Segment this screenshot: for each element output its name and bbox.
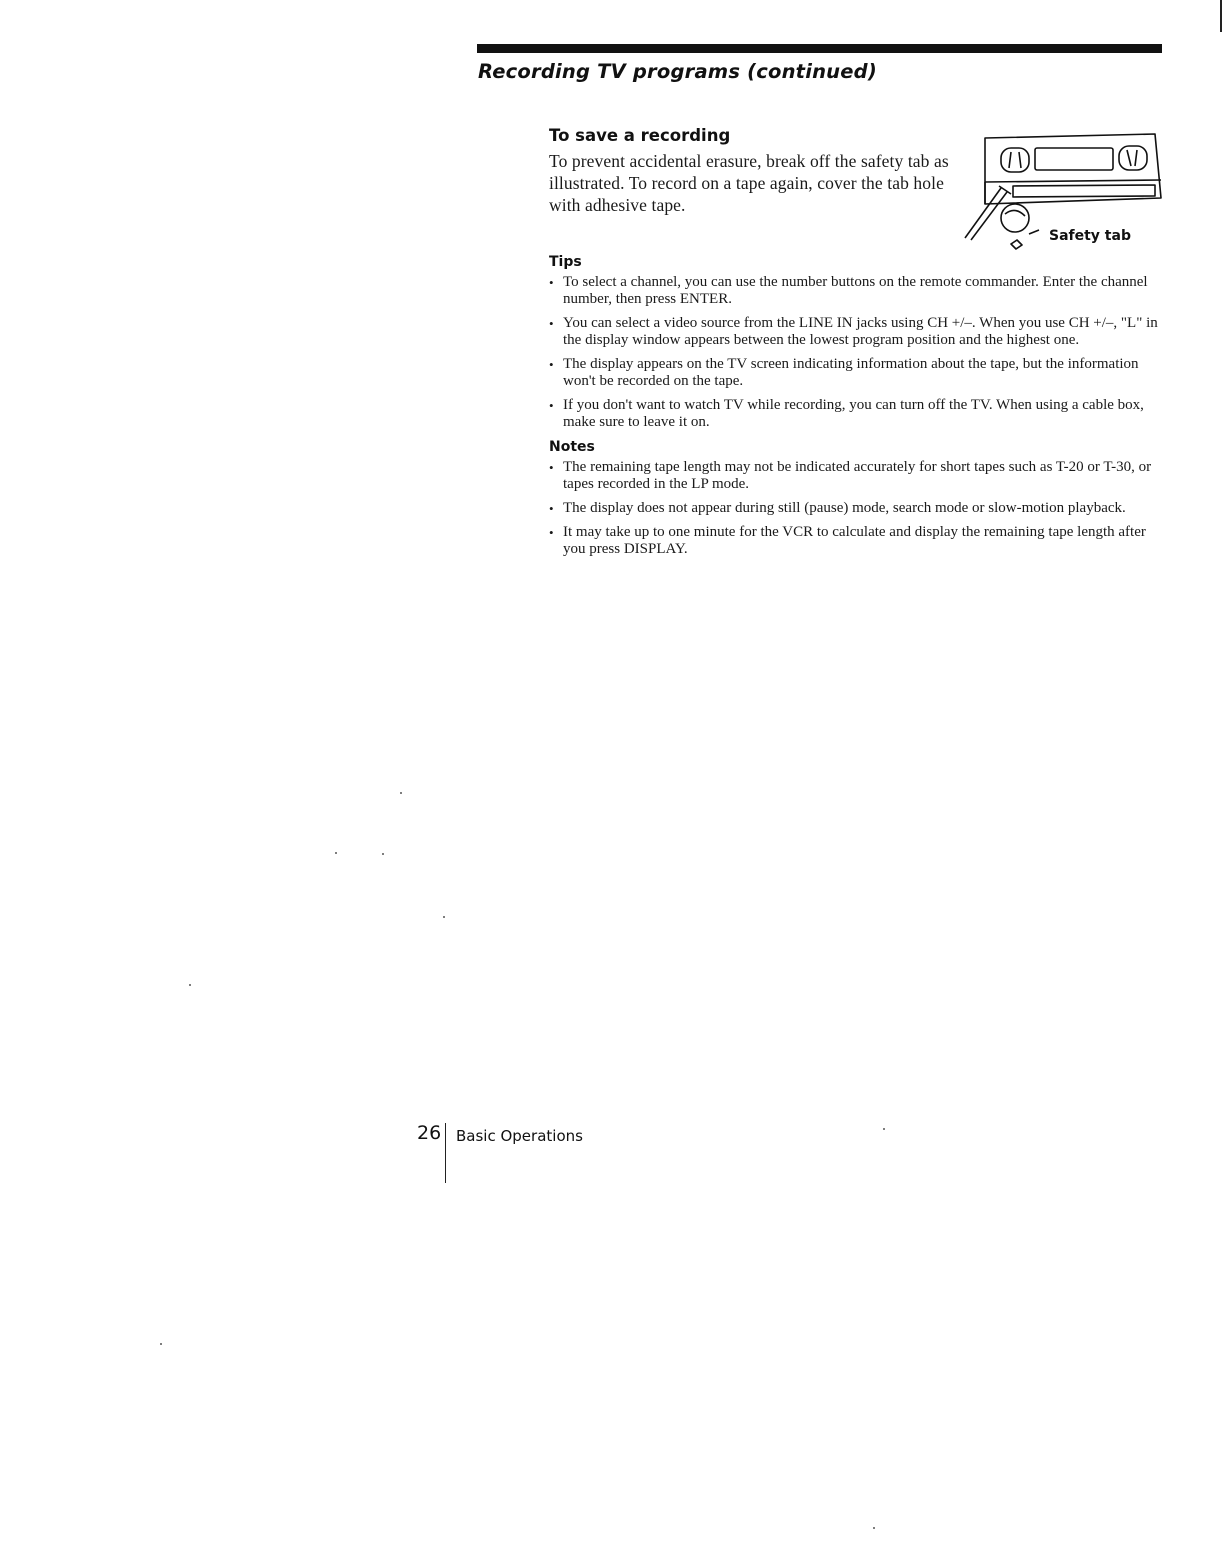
page-title: Recording TV programs (continued): [478, 60, 877, 83]
scan-speck: [382, 853, 384, 855]
page-number: 26: [417, 1122, 442, 1144]
footer-rule: [445, 1123, 446, 1183]
footer-section-name: Basic Operations: [456, 1127, 583, 1145]
note-item: • It may take up to one minute for the VCR to calculate and display the remaining tape length after you press DISPLAY.: [549, 524, 1146, 557]
save-recording-text: To prevent accidental erasure, break off the safety tab as illustrated. To record on a tape again, cover the tab hole with adhesive tape.: [549, 151, 949, 215]
tip-item: • You can select a video source from the LINE IN jacks using CH +/–. When you use CH +/–, "L" in the display window appears between the lowest program position and the highest one.: [549, 315, 1158, 348]
note-item: • The remaining tape length may not be indicated accurately for short tapes such as T-20 or T-30, or tapes recorded in the LP mode.: [549, 459, 1152, 492]
notes-heading: Notes: [549, 439, 595, 455]
save-recording-heading: To save a recording: [549, 126, 731, 145]
scan-speck: [160, 1343, 162, 1345]
scan-speck: [443, 916, 445, 918]
scan-speck: [883, 1128, 885, 1130]
tip-item: • To select a channel, you can use the number buttons on the remote commander. Enter the channel number, then press ENTER.: [549, 274, 1148, 307]
bullet-icon: •: [549, 501, 554, 516]
note-item: • The display does not appear during still (pause) mode, search mode or slow-motion playback.: [549, 500, 1126, 516]
bullet-icon: •: [549, 525, 554, 540]
tips-list: [549, 274, 1161, 431]
bullet-icon: •: [549, 316, 554, 331]
bullet-icon: •: [549, 398, 554, 413]
header-rule: [477, 44, 1162, 53]
page-edge-mark: [1220, 0, 1222, 32]
tip-item: • The display appears on the TV screen indicating information about the tape, but the information won't be recorded on the tape.: [549, 356, 1139, 389]
scan-speck: [400, 792, 402, 794]
bullet-icon: •: [549, 357, 554, 372]
scan-speck: [873, 1527, 875, 1529]
bullet-icon: •: [549, 460, 554, 475]
tips-heading: Tips: [549, 254, 582, 270]
notes-list: [549, 459, 1161, 558]
safety-tab-label: Safety tab: [1049, 228, 1131, 244]
tip-item: • If you don't want to watch TV while recording, you can turn off the TV. When using a cable box, make sure to leave it on.: [549, 397, 1144, 430]
scan-speck: [189, 984, 191, 986]
bullet-icon: •: [549, 275, 554, 290]
scan-speck: [335, 852, 337, 854]
